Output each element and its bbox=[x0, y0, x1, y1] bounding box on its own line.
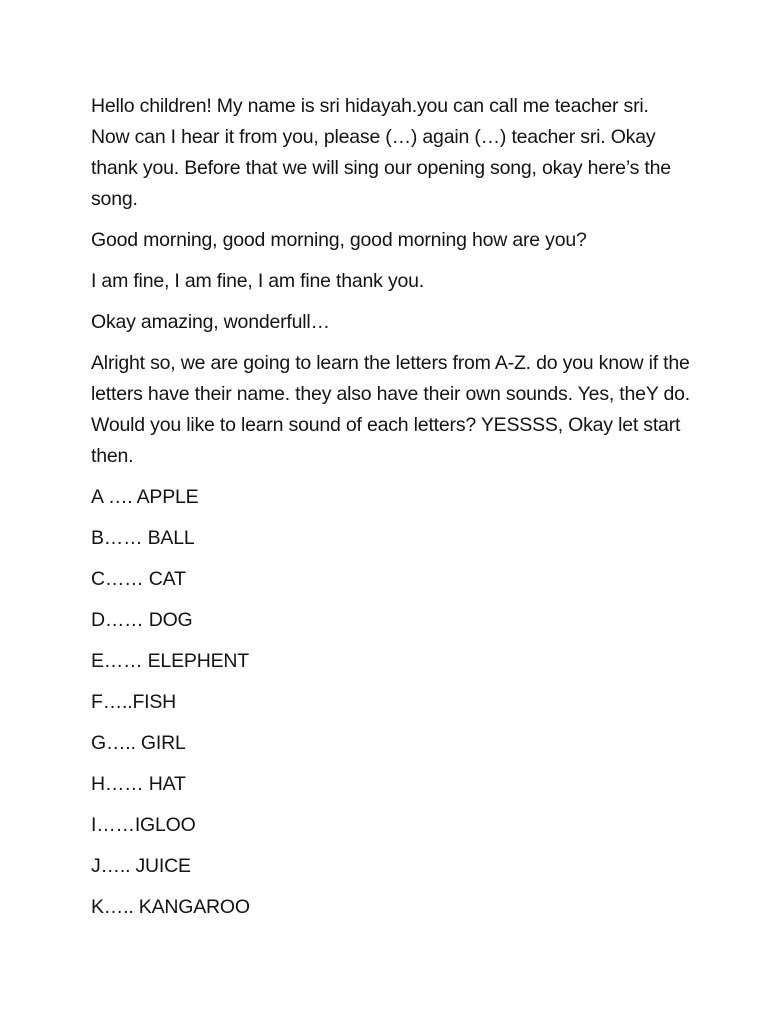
song-line-1: Good morning, good morning, good morning how are you? bbox=[91, 229, 587, 251]
letter-item-i: I……IGLOO bbox=[91, 814, 196, 836]
letter-item-h: H…… HAT bbox=[91, 773, 186, 795]
letter-item-d: D…… DOG bbox=[91, 609, 193, 631]
intro-paragraph: Hello children! My name is sri hidayah.you can call me teacher sri. Now can I hear it from you, please (…) again (…) teacher sri. Okay thank you. Before that we will sing our opening song, okay here’s the song. bbox=[91, 95, 671, 210]
letters-intro-paragraph: Alright so, we are going to learn the letters from A-Z. do you know if the letters have their name. they also have their own sounds. Yes, theY do. Would you like to learn sound of each letters? YESSSS, Okay let start then. bbox=[91, 352, 690, 467]
letter-item-k: K….. KANGAROO bbox=[91, 896, 250, 918]
letter-list bbox=[91, 482, 691, 933]
document-body bbox=[91, 91, 691, 933]
letter-item-b: B…… BALL bbox=[91, 527, 195, 549]
praise-line: Okay amazing, wonderfull… bbox=[91, 311, 330, 333]
letter-item-f: F…..FISH bbox=[91, 691, 177, 713]
letter-item-g: G….. GIRL bbox=[91, 732, 186, 754]
letter-item-e: E…… ELEPHENT bbox=[91, 650, 249, 672]
letter-item-j: J….. JUICE bbox=[91, 855, 191, 877]
song-line-2: I am fine, I am fine, I am fine thank you. bbox=[91, 270, 425, 292]
letter-item-a: A …. APPLE bbox=[91, 486, 199, 508]
letter-item-c: C…… CAT bbox=[91, 568, 186, 590]
